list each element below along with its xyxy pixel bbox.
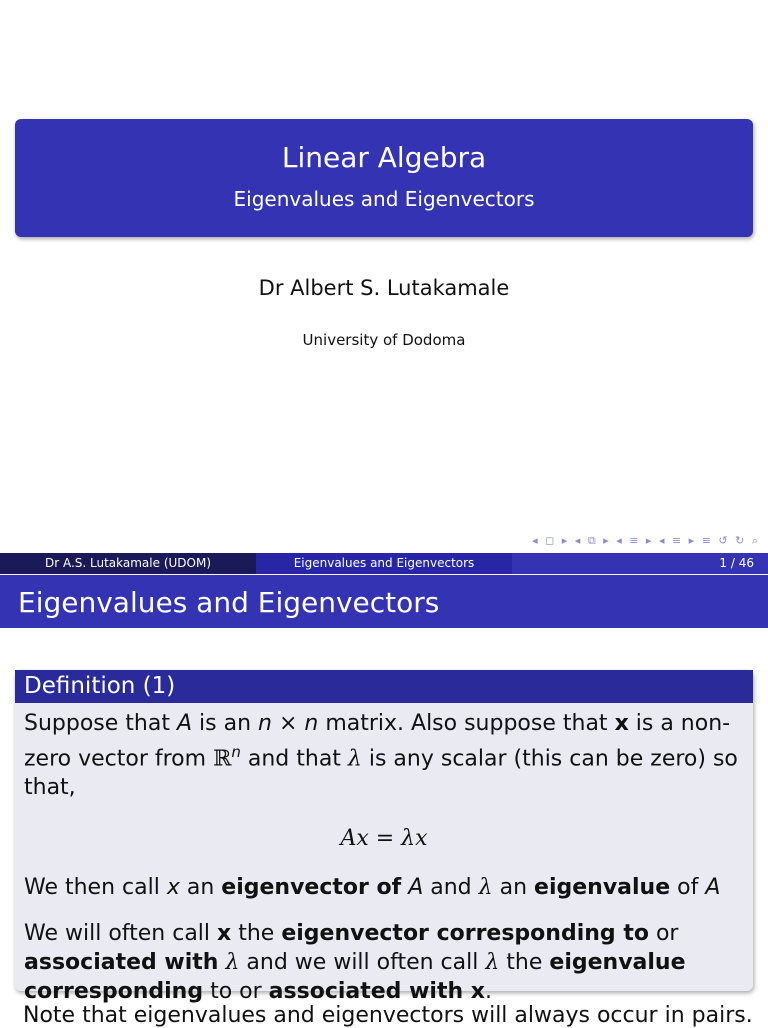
page-number: 1 / 46 <box>719 556 754 570</box>
definition-paragraph-2: We then call x an eigenvector of A and λ an eigenvalue of A <box>24 875 721 901</box>
eigen-equation: Ax = λx <box>340 826 428 852</box>
frame-title: Eigenvalues and Eigenvectors <box>0 575 768 628</box>
author: Dr Albert S. Lutakamale <box>258 276 510 300</box>
institute: University of Dodoma <box>302 331 466 349</box>
presentation-subtitle: Eigenvalues and Eigenvectors <box>233 187 535 211</box>
footline-author: Dr A.S. Lutakamale (UDOM) <box>0 553 256 574</box>
note-text: Note that eigenvalues and eigenvectors will always occur in pairs. <box>23 1003 753 1028</box>
definition-paragraph-1: Suppose that A is an n × n matrix. Also suppose that x is a non-zero vector from ℝ$^n$ and that λ is any scalar (this can be zero) so that, <box>24 711 738 801</box>
definition-paragraph-3: We will often call x the eigenvector corresponding to or associated with λ and we will often call λ the eigenvalue corresponding to or associated with x. <box>24 921 686 1005</box>
footline <box>0 553 768 574</box>
footline-page-number <box>512 553 768 574</box>
footline-title: Eigenvalues and Eigenvectors <box>256 553 512 574</box>
presentation-title: Linear Algebra <box>281 141 487 174</box>
definition-block-title: Definition (1) <box>15 670 753 703</box>
title-box <box>15 119 753 237</box>
beamer-navigation-icons[interactable]: ◂ ◻ ▸ ◂ ⧉ ▸ ◂ ≡ ▸ ◂ ≡ ▸ ≡ ↺ ↻ ⌕ <box>532 534 760 547</box>
definition-block <box>15 670 753 1005</box>
definition-block-body <box>15 703 753 1006</box>
